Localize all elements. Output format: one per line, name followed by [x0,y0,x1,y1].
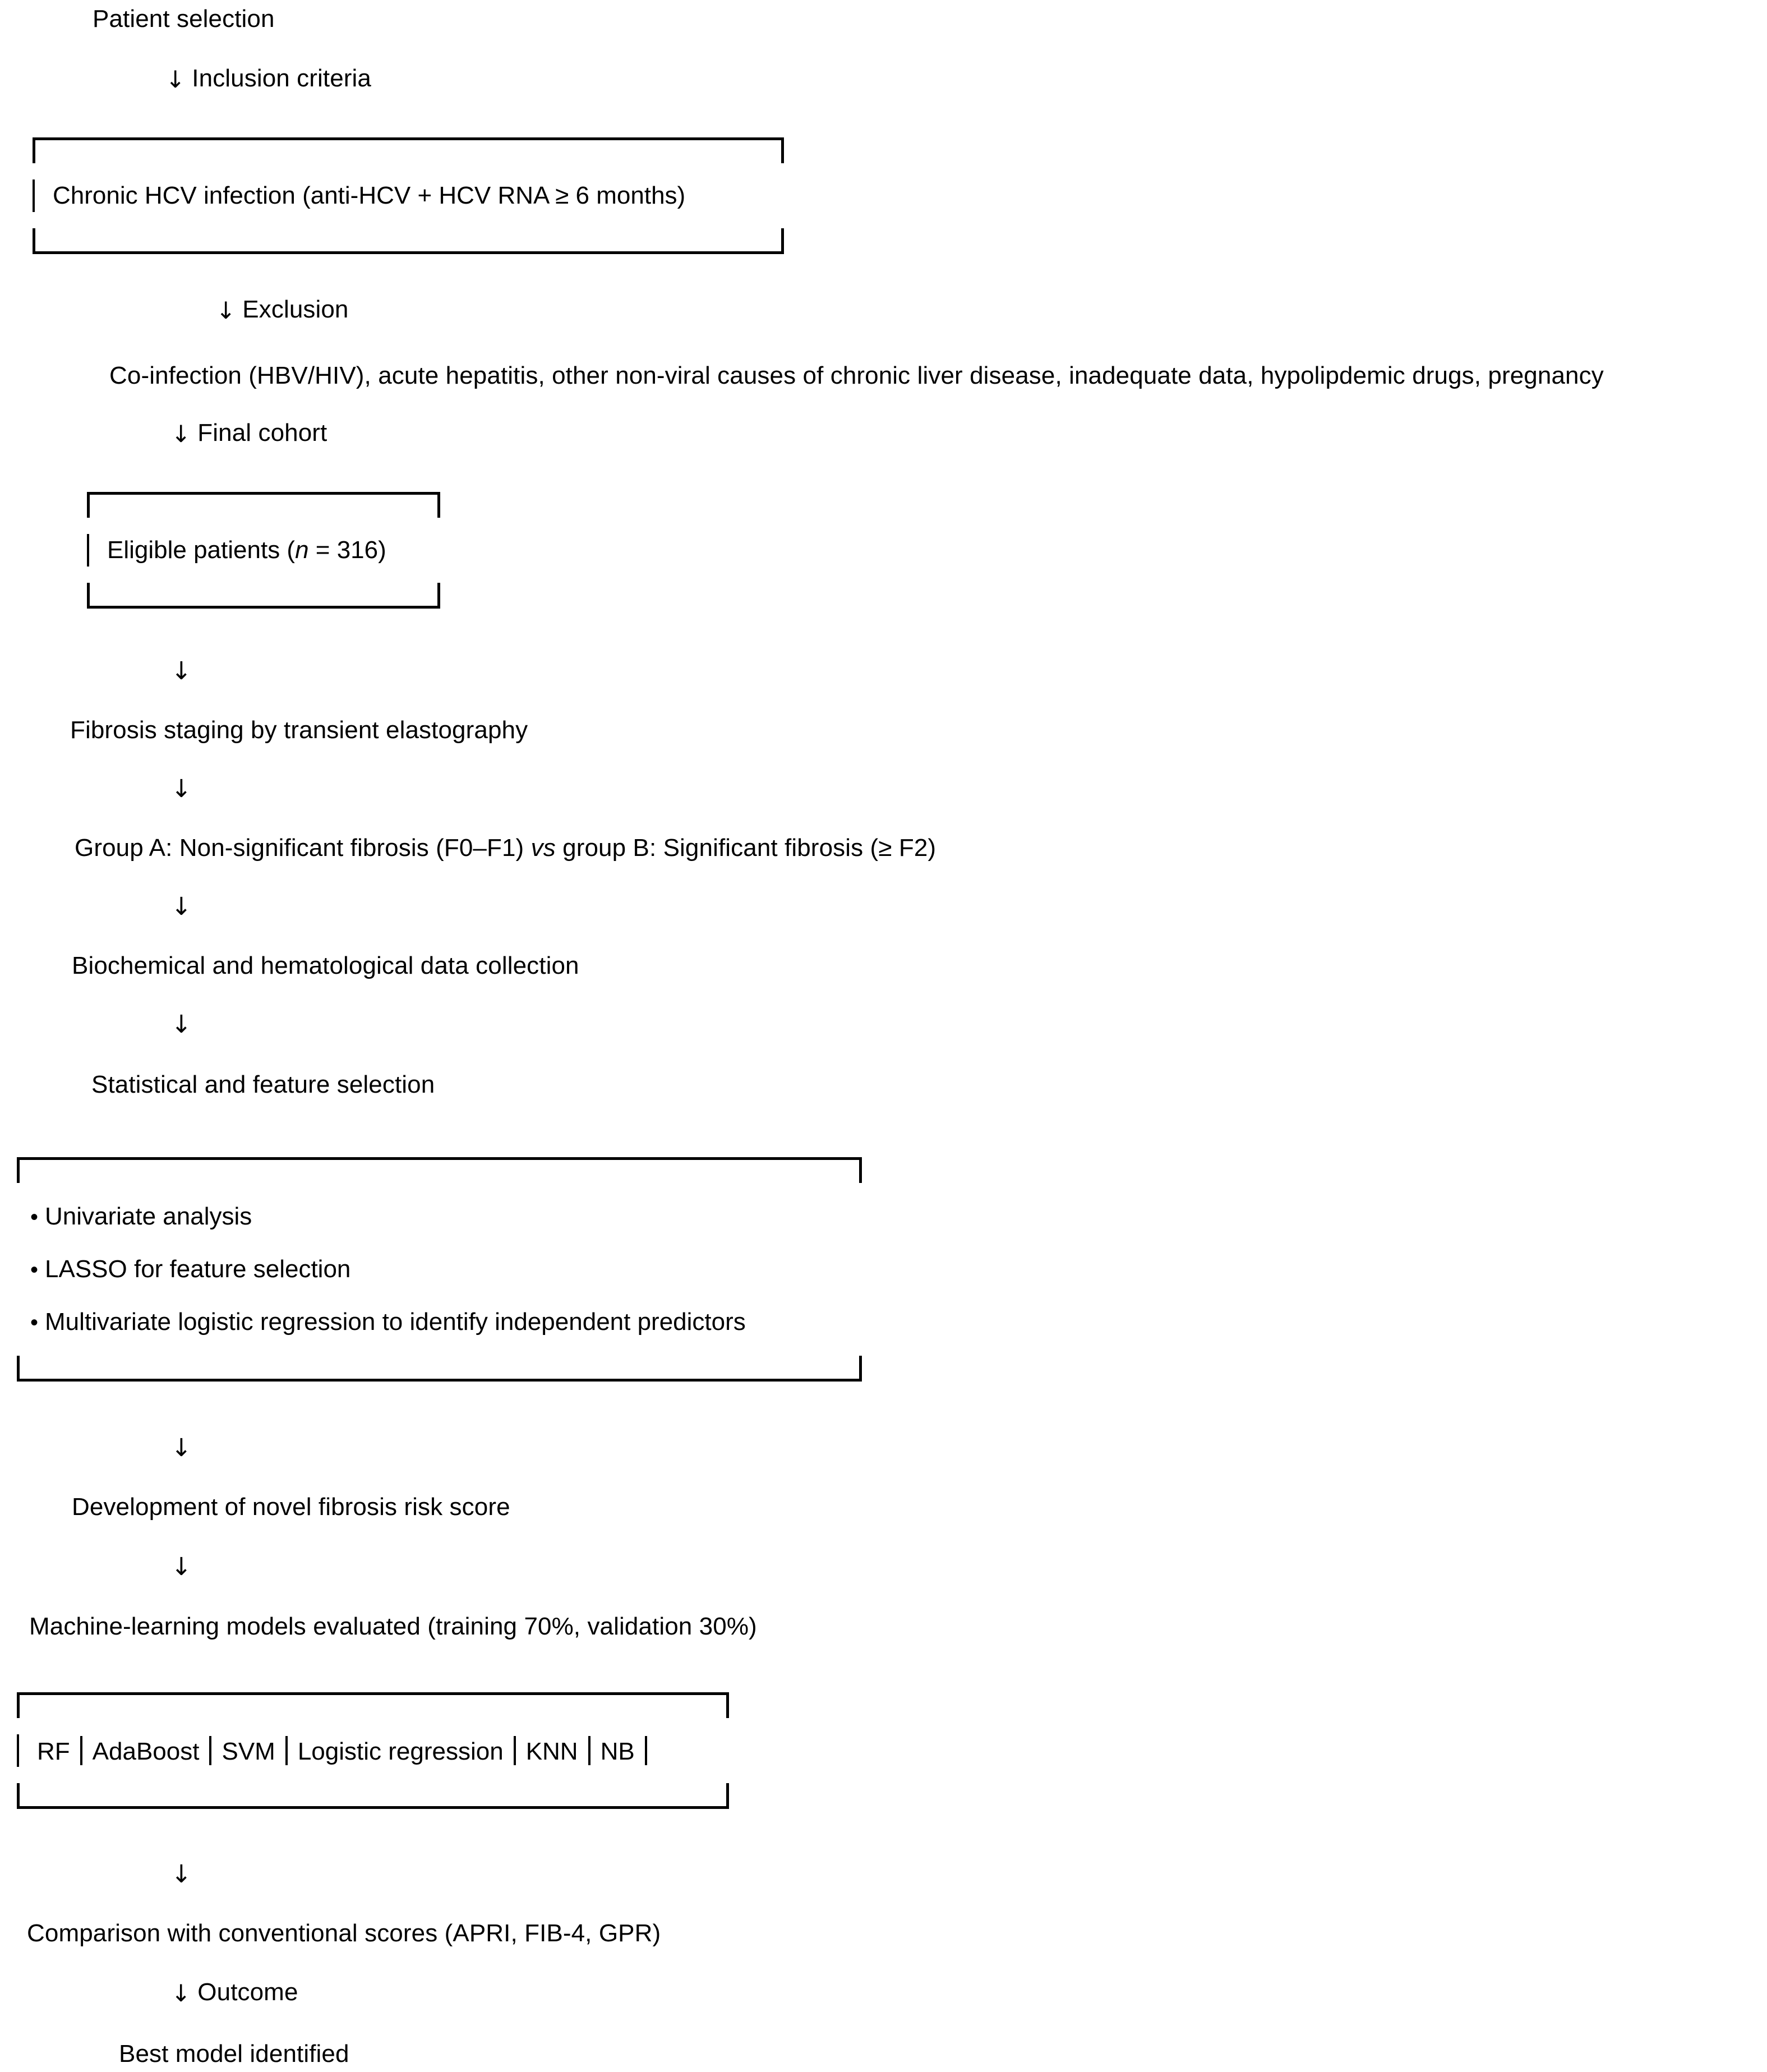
bullet-icon: • [30,1310,39,1335]
list-item-label: Univariate analysis [45,1203,252,1230]
box-corner-tick [726,1692,729,1718]
list-item [17,1257,862,1282]
best-model-label: Best model identified [119,2040,349,2068]
list-item [17,1310,862,1334]
outcome-step [171,1980,298,2005]
ml-model-adaboost: AdaBoost [92,1738,200,1765]
patient-selection-label: Patient selection [93,5,275,33]
down-arrow-icon: ↓ [171,1979,191,2007]
down-arrow-icon: ↓ [171,1860,192,1889]
box-top-rule [17,1157,862,1160]
eligible-patients-prefix: Eligible patients ( [107,536,296,564]
inclusion-criteria-label: Inclusion criteria [192,65,372,92]
box-corner-tick [87,583,90,609]
group-b-text: group B: Significant fibrosis (≥ F2) [555,834,936,862]
box-bottom-rule [33,251,784,254]
box-corner-tick [87,492,90,518]
box-bottom-rule [87,606,440,609]
ml-model-logistic-regression: Logistic regression [297,1738,504,1765]
down-arrow-icon: ↓ [165,66,186,93]
exclusion-criteria-text: Co-infection (HBV/HIV), acute hepatitis, other non-viral causes of chronic liver disease, inadequate data, hypolipdemic drugs, pregnancy [109,362,1604,389]
box-corner-tick [437,492,440,518]
bullet-icon: • [30,1205,39,1230]
box-corner-tick [33,228,35,254]
group-comparison-label [75,836,936,860]
outcome-label: Outcome [197,1978,298,2006]
box-corner-tick [781,137,784,163]
conventional-comparison-label: Comparison with conventional scores (APRI, FIB-4, GPR) [27,1919,661,1947]
down-arrow-icon: ↓ [171,1010,192,1039]
list-item-label: Multivariate logistic regression to identify independent predictors [45,1308,746,1336]
box-corner-tick [17,1157,20,1183]
separator-icon [80,1736,82,1765]
down-arrow-icon: ↓ [171,420,191,448]
inclusion-criteria-text: Chronic HCV infection (anti-HCV + HCV RNA ≥ 6 months) [33,183,784,208]
ml-models-list [17,1736,729,1765]
box-corner-tick [17,1783,20,1809]
down-arrow-icon: ↓ [171,1434,192,1462]
down-arrow-icon: ↓ [171,892,192,921]
eligible-patients-box [87,492,440,609]
data-collection-label: Biochemical and hematological data collection [72,952,579,979]
box-corner-tick [437,583,440,609]
box-corner-tick [726,1783,729,1809]
list-item-label: LASSO for feature selection [45,1255,351,1283]
box-corner-tick [781,228,784,254]
inclusion-criteria-box [33,137,784,254]
box-corner-tick [859,1356,862,1382]
exclusion-label: Exclusion [242,296,349,323]
box-top-rule [17,1692,729,1695]
eligible-patients-text [87,538,440,563]
ml-model-svm: SVM [222,1738,275,1765]
ml-evaluation-label: Machine-learning models evaluated (training 70%, validation 30%) [29,1613,757,1640]
risk-score-label: Development of novel fibrosis risk score [72,1493,510,1521]
box-top-rule [87,492,440,495]
ml-model-nb: NB [600,1738,635,1765]
group-a-text: Group A: Non-significant fibrosis (F0–F1) [75,834,531,862]
versus-text: vs [530,834,556,862]
exclusion-step [216,297,349,323]
box-bottom-rule [17,1379,862,1382]
ml-model-rf: RF [37,1738,70,1765]
box-top-rule [33,137,784,140]
sample-size-symbol: n [295,536,309,564]
box-corner-tick [17,1356,20,1382]
eligible-patients-count: = 316) [308,536,386,564]
final-cohort-step [171,421,327,446]
box-corner-tick [859,1157,862,1183]
box-bottom-rule [17,1806,729,1809]
separator-icon [645,1736,647,1765]
fibrosis-staging-label: Fibrosis staging by transient elastography [70,716,528,744]
list-item [17,1204,862,1229]
statistical-feature-selection-label: Statistical and feature selection [91,1071,435,1098]
down-arrow-icon: ↓ [171,657,192,685]
down-arrow-icon: ↓ [216,297,236,324]
analysis-methods-box [17,1157,862,1382]
inclusion-criteria-step [165,66,371,91]
separator-icon [514,1736,516,1765]
box-corner-tick [17,1692,20,1718]
ml-model-knn: KNN [525,1738,578,1765]
bullet-icon: • [30,1258,39,1282]
separator-icon [285,1736,288,1765]
final-cohort-label: Final cohort [197,419,327,446]
down-arrow-icon: ↓ [171,1553,192,1581]
separator-icon [209,1736,211,1765]
box-corner-tick [33,137,35,163]
separator-icon [588,1736,590,1765]
ml-models-box [17,1692,729,1809]
down-arrow-icon: ↓ [171,775,192,803]
